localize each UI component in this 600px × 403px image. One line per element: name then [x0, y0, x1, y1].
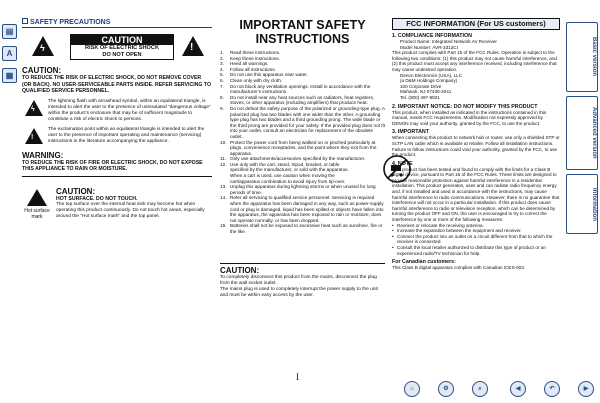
fcc-section3-title: 3. IMPORTANT	[392, 129, 429, 136]
disconnect-caution-title: CAUTION:	[220, 266, 260, 275]
small-exclamation-icon: !	[31, 133, 34, 141]
page-number: I	[296, 372, 299, 382]
tab-basic-version[interactable]: Basic version	[566, 22, 598, 92]
nav-settings-button[interactable]: ⚙	[438, 381, 454, 397]
hot-caution-title: CAUTION:	[56, 186, 96, 196]
list-item: • Connect the product into an outlet on a circuit different from that to which the receiver is connected.	[392, 234, 560, 245]
list-item: 15. Batteries shall not be exposed to excessive heat such as sunshine, fire or the like.	[220, 223, 383, 234]
list-item: 7. Do not block any ventilation openings. Install in accordance with the manufacturer’s instructions.	[220, 83, 371, 95]
safety-header: SAFETY PRECAUTIONS	[22, 18, 212, 28]
list-item: 13. Unplug this apparatus during lightning storms or when unused for long periods of time.	[220, 184, 376, 195]
caution-box-line1: RISK OF ELECTRIC SHOCK	[85, 45, 159, 51]
list-item: 8. Do not install near any heat sources such as radiators, heat registers, stoves, or other apparatus (including amplifiers) that produce heat.	[220, 94, 375, 106]
caution-box-title: CAUTION	[71, 35, 173, 45]
fcc-section2-title: 2. IMPORTANT NOTICE: DO NOT MODIFY THIS PRODUCT	[392, 103, 538, 110]
list-item: • Increase the separation between the equipment and receiver.	[392, 228, 560, 234]
left-icon-strip	[2, 24, 18, 90]
list-item: 4. Follow all instructions.	[220, 66, 276, 72]
warning-text: TO REDUCE THE RISK OF FIRE OR ELECTRIC SHOCK, DO NOT EXPOSE THIS APPLIANCE TO RAIN OR MOISTURE.	[22, 159, 203, 172]
caution-text: TO REDUCE THE RISK OF ELECTRIC SHOCK, DO NOT REMOVE COVER (OR BACK). NO USER-SERVICEABLE PARTS INSIDE. REFER SERVICING TO QUALIFIED SERVICE PERSONNEL.	[22, 75, 211, 94]
lightning-bolt-icon: ϟ	[40, 43, 45, 53]
exclamation-explanation	[22, 127, 212, 147]
canada-text: This Class B digital apparatus complies with Canadian ICES-003.	[392, 265, 526, 271]
hot-surface-label: Hot surface mark	[24, 207, 50, 220]
fcc-city: Mahwah, NJ 07430-2041	[400, 89, 452, 95]
nav-home-button[interactable]: ⌂	[404, 381, 420, 397]
tab-advanced-version[interactable]: Advanced version	[566, 96, 598, 170]
nav-next-page-button[interactable]: ▶	[578, 381, 594, 397]
disconnect-caution	[220, 263, 385, 299]
caution-title: CAUTION:	[22, 66, 62, 75]
fcc-section1-title: 1. COMPLIANCE INFORMATION	[392, 33, 472, 39]
important-title	[220, 18, 385, 46]
fcc-section4-title: 4. NOTE	[392, 160, 413, 167]
fcc-header: FCC INFORMATION (For US customers)	[392, 18, 560, 30]
caution-box-line2: DO NOT OPEN	[102, 52, 142, 58]
hot-surface-icon	[27, 189, 51, 206]
fcc-section2-text: This product, when installed as indicated in the instructions contained in this manual, meets FCC requirements. Modification not expressly approved by DENON may void your authority, granted by the FCC, to use the product.	[392, 109, 547, 126]
fcc-company-parent: (a D&M Holdings Company)	[400, 78, 458, 84]
tab-information[interactable]: Information	[566, 174, 598, 234]
exclamation-triangle-icon	[25, 128, 43, 144]
fcc-model-number: Model Number: AVR-3312CI	[400, 44, 458, 50]
text-icon[interactable]: A	[2, 46, 17, 61]
list-item: 5. Do not use this apparatus near water.	[220, 72, 308, 78]
list-item: 11. Only use attachments/accessories specified by the manufacturer.	[220, 156, 366, 162]
disconnect-caution-p1: To completely disconnect this product from the mains, disconnect the plug from the wall socket outlet.	[220, 275, 377, 286]
list-item: 1. Read these instructions.	[220, 50, 281, 55]
exclamation-mark-icon: !	[190, 42, 194, 53]
small-bolt-icon: ϟ	[31, 105, 35, 113]
nav-search-button[interactable]: ⌕	[472, 381, 488, 397]
nav-prev-page-button[interactable]: ◀	[510, 381, 526, 397]
hot-surface-heading: HOT SURFACE. DO NOT TOUCH.	[56, 195, 138, 202]
fcc-phone: Tel. (800) 497-8921	[400, 94, 440, 100]
fcc-address: 100 Corporate Drive	[400, 83, 442, 89]
warning-title: WARNING:	[22, 150, 64, 160]
list-item: • Reorient or relocate the receiving antenna.	[392, 223, 560, 229]
section-tabs	[566, 22, 598, 238]
book-icon[interactable]: ▤	[2, 24, 17, 39]
bottom-navigation	[404, 381, 598, 399]
hot-surface-block	[22, 187, 212, 239]
important-title-line1: IMPORTANT SAFETY	[239, 18, 366, 32]
canada-title: For Canadian customers:	[392, 259, 456, 266]
checkbox-square-icon	[22, 18, 28, 24]
fcc-company: Denon Electronics (USA), LLC	[400, 72, 463, 78]
fcc-measures-list	[392, 223, 560, 257]
list-item: 14. Refer all servicing to qualified service personnel. Servicing is required when the apparatus has been damaged in any way, such as power-supply cord or plug is damaged, liquid has been spilled or objects have fallen into the apparatus, the apparatus has been exposed to rain or moisture, does not operate normally, or has been dropped.	[220, 195, 384, 223]
safety-precautions-column	[22, 18, 212, 239]
instruction-list	[220, 50, 385, 235]
hot-surface-text: The top surface over the internal heat sink may become hot when operating this product continuously. Do not touch hot areas, especially around the “Hot surface mark” and the top panel.	[56, 202, 205, 219]
nav-back-button[interactable]: ↶	[544, 381, 560, 397]
fcc-product-name: Product Name: Integrated Network AV Receiver	[400, 39, 497, 44]
lightning-explanation	[22, 99, 212, 123]
caution-box	[70, 34, 174, 60]
remote-icon[interactable]: ▦	[2, 68, 17, 83]
list-item: 6. Clean only with dry cloth.	[220, 77, 283, 83]
hot-surface-body	[56, 187, 212, 221]
disconnect-caution-p2: The mains plug is used to completely interrupt the power supply to the unit and must be within easy access by the user.	[220, 287, 378, 298]
lightning-explanation-text: The lightning flash with arrowhead symbol, within an equilateral triangle, is intended to alert the user to the presence of uninsulated “dangerous voltage” within the product’s enclosure that may be of sufficient magnitude to constitute a risk of electric shock to persons.	[48, 98, 211, 122]
fcc-column	[392, 18, 560, 271]
fcc-compliance-text: This product complies with Part 15 of the FCC Rules. Operation is subject to the following two conditions: (1) this product may not cause harmful interference, and (2) this product must accept any interference received, including interference that may cause undesired operation.	[392, 50, 557, 72]
divider	[22, 176, 212, 177]
fcc-section3-text: When connecting this product to network hub or router, use only a shielded STP or ScTP LAN cable which is available at retailer. Follow all installation instructions. Failure to follow instructions could void your authority, granted by the FCC, to use the product.	[392, 135, 560, 158]
list-item: 2. Keep these instructions.	[220, 55, 281, 61]
list-item: • Consult the local retailer authorized to distribute this type of product or an experienced radio/TV technician for help.	[392, 245, 560, 256]
list-item: 12. Use only with the cart, stand, tripod, bracket, or table specified by the manufacturer, or sold with the apparatus. When a cart is used, use caution when moving the cart/apparatus combination to avoid injury from tip-over.	[220, 161, 349, 184]
hot-surface-mark	[24, 189, 50, 229]
fcc-section4-text: This product has been tested and found to comply with the limits for a Class B digital device, pursuant to Part 15 of the FCC Rules. These limits are designed to provide reasonable protection against harmful interference in a residential installation. This product generates, uses and can radiate radio frequency energy and, if not installed and used in accordance with the instructions, may cause harmful interference to radio communications. However, there is no guarantee that interference will not occur in a particular installation. If this product does cause harmful interference to radio or television reception, which can be determined by turning the product OFF and ON, the user is encouraged to try to correct the interference by one or more of the following measures:	[392, 166, 560, 223]
important-safety-column	[220, 18, 385, 298]
list-item: 9. Do not defeat the safety purpose of the polarized or grounding-type plug. A polarized plug has two blades with one wider than the other. A grounding type plug has two blades and a third grounding prong. The wide blade or the third prong are provided for your safety. If the provided plug does not fit into your outlet, consult an electrician for replacement of the obsolete outlet.	[220, 105, 385, 139]
important-title-line2: INSTRUCTIONS	[255, 32, 350, 46]
list-item: 3. Heed all warnings.	[220, 61, 269, 67]
list-item: 10. Protect the power cord from being walked on or pinched particularly at plugs, convenience receptacles, and the point where they exit from the apparatus.	[220, 139, 377, 156]
caution-label-block	[22, 34, 212, 62]
heat-waves-icon: ≋	[45, 194, 51, 201]
exclamation-explanation-text: The exclamation point within an equilateral triangle is intended to alert the user to the presence of important operating and maintenance (servicing) instructions in the literature accompanying the appliance.	[48, 126, 205, 144]
